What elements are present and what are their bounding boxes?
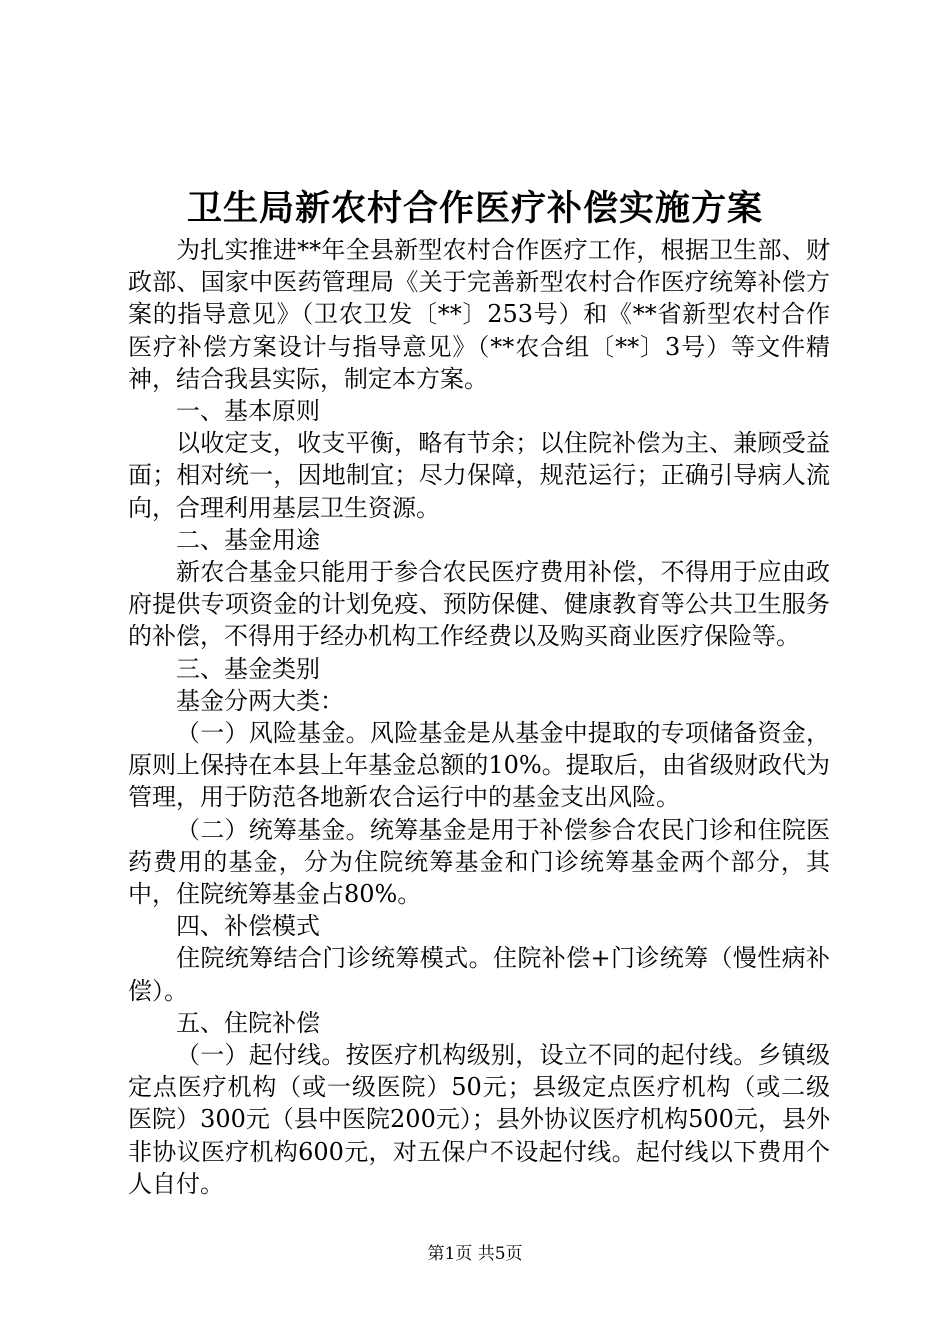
document-body: [128, 234, 830, 1200]
paragraph-fund-usage: 新农合基金只能用于参合农民医疗费用补偿，不得用于应由政府提供专项资金的计划免疫、预防保健、健康教育等公共卫生服务的补偿，不得用于经办机构工作经费以及购买商业医疗保险等。: [128, 558, 830, 651]
document-title: 卫生局新农村合作医疗补偿实施方案: [186, 188, 763, 229]
paragraph-risk-fund: （一）风险基金。风险基金是从基金中提取的专项储备资金，原则上保持在本县上年基金总额的10%。提取后，由省级财政代为管理，用于防范各地新农合运行中的基金支出风险。: [128, 719, 830, 812]
section-heading-5: 五、住院补偿: [176, 1008, 320, 1037]
page-number-footer: 第1页 共5页: [427, 1244, 523, 1264]
paragraph-pooled-fund: （二）统筹基金。统筹基金是用于补偿参合农民门诊和住院医药费用的基金，分为住院统筹基金和门诊统筹基金两个部分，其中，住院统筹基金占80%。: [128, 815, 830, 909]
section-heading-2: 二、基金用途: [176, 525, 320, 554]
paragraph-deductible: （一）起付线。按医疗机构级别，设立不同的起付线。乡镇级定点医疗机构（或一级医院）50元；县级定点医疗机构（或二级医院）300元（县中医院200元）；县外协议医疗机构500元，县外非协议医疗机构600元，对五保户不设起付线。起付线以下费用个人自付。: [128, 1041, 830, 1198]
paragraph-principles: 以收定支，收支平衡，略有节余；以住院补偿为主、兼顾受益面；相对统一，因地制宜；尽力保障，规范运行；正确引导病人流向，合理利用基层卫生资源。: [128, 429, 830, 522]
section-heading-3: 三、基金类别: [176, 654, 320, 683]
section-heading-1: 一、基本原则: [176, 397, 320, 426]
paragraph-intro: 为扎实推进**年全县新型农村合作医疗工作，根据卫生部、财政部、国家中医药管理局《关于完善新型农村合作医疗统筹补偿方案的指导意见》（卫农卫发〔**〕253号）和《**省新型农村合作医疗补偿方案设计与指导意见》（**农合组〔**〕3号）等文件精神，结合我县实际，制定本方案。: [128, 236, 830, 393]
section-heading-4: 四、补偿模式: [176, 912, 320, 941]
paragraph-compensation-mode: 住院统筹结合门诊统筹模式。住院补偿+门诊统筹（慢性病补偿）。: [128, 944, 830, 1005]
paragraph-fund-categories: 基金分两大类：: [176, 686, 344, 715]
